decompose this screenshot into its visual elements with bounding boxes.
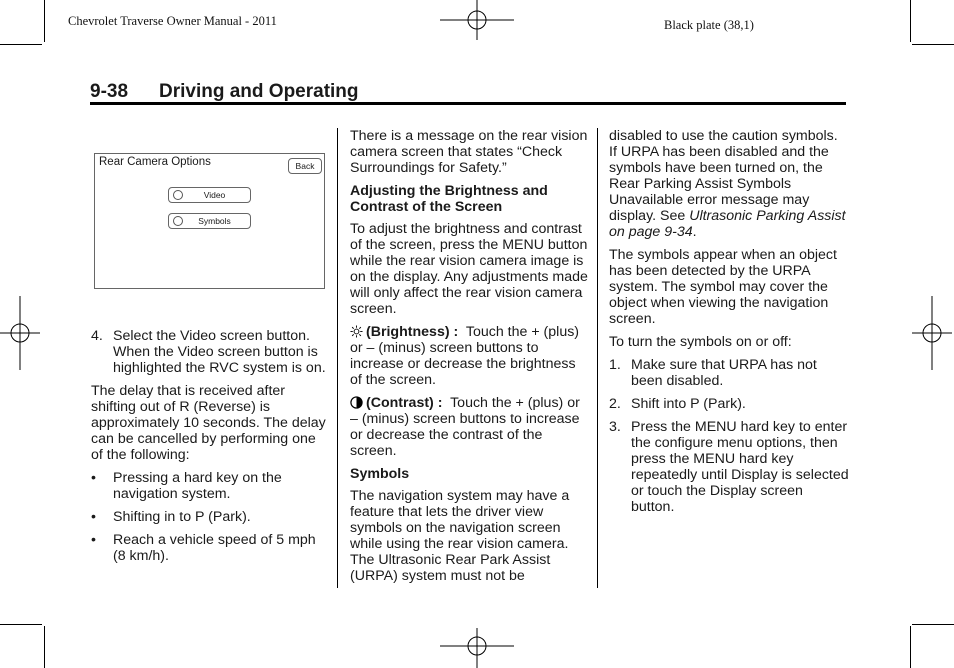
brightness-paragraph [350,324,590,388]
paragraph-text: disabled to use the caution symbols. If URPA has been disabled and the symbols have been turned on, the Rear Parking Assist Symbols Unavailable error message may display. See [609,128,838,224]
page-number: 9-38 [90,81,129,102]
column-1 [91,328,331,571]
paragraph [609,128,849,240]
brightness-text: Touch the + (plus) or – (minus) screen buttons to increase or decrease the brightness of the screen. [350,324,580,388]
figure-title: Rear Camera Options [99,156,211,168]
list-item [609,396,849,412]
video-option-label: Video [203,190,226,200]
brightness-label: (Brightness) : [366,324,459,340]
subheading: Adjusting the Brightness and Contrast of the Screen [350,183,548,215]
heading-rule [90,102,846,105]
crop-mark [912,44,954,45]
contrast-icon [350,396,363,409]
paragraph: To turn the symbols on or off: [609,334,792,350]
radio-icon [173,190,183,200]
step-text: Shift into P (Park). [631,396,746,412]
crop-mark [910,626,911,668]
step-text: Select the Video screen button. When the Video screen button is highlighted the RVC system is on. [113,328,326,376]
section-title: Driving and Operating [159,81,359,102]
column-2 [350,128,590,591]
contrast-text: Touch the + (plus) or – (minus) screen buttons to increase or decrease the contrast of the screen. [350,395,580,459]
list-item [609,419,849,515]
plate-label: Black plate (38,1) [664,18,754,32]
step-text: Press the MENU hard key to enter the configure menu options, then press the MENU hard key repeatedly until Display is selected or touch the Display screen button. [631,419,849,515]
paragraph: The navigation system may have a feature that lets the driver view symbols on the navigation screen while using the rear vision camera. The Ultrasonic Rear Park Assist (URPA) system must not be [350,488,570,584]
bullet-list [91,470,331,564]
list-item [91,328,331,376]
paragraph: The delay that is received after shifting out of R (Reverse) is approximately 10 seconds. The delay can be cancelled by performing one of the following: [91,383,326,463]
registration-mark-bottom [440,628,514,668]
column-divider [337,128,338,588]
crop-mark [44,0,45,42]
bullet: • [91,470,96,486]
rear-camera-options-figure [94,153,325,289]
step-list [609,357,849,515]
cross-reference-link[interactable]: Ultrasonic Parking Assist on page 9-34 [609,208,846,240]
bullet: • [91,509,96,525]
back-button: Back [288,158,322,174]
list-item [91,532,331,564]
symbols-option [168,213,251,229]
list-item [91,470,331,502]
paragraph: To adjust the brightness and contrast of the screen, press the MENU button while the rear vision camera image is on the display. Any adjustments made will only affect the rear vision camera screen. [350,221,588,317]
manual-title: Chevrolet Traverse Owner Manual - 2011 [68,14,277,28]
step-number: 3. [609,419,621,435]
crop-mark [912,624,954,625]
list-item [609,357,849,389]
contrast-paragraph [350,395,590,459]
contrast-label: (Contrast) : [366,395,443,411]
bullet-text: Shifting in to P (Park). [113,509,251,525]
step-number: 2. [609,396,621,412]
bullet-text: Reach a vehicle speed of 5 mph (8 km/h). [113,532,316,564]
list-item [91,509,331,525]
registration-mark-top [440,0,514,40]
brightness-icon [350,325,363,338]
paragraph: There is a message on the rear vision camera screen that states “Check Surroundings for Safety.” [350,128,588,176]
registration-mark-left [0,296,40,370]
step-number: 4. [91,328,103,344]
crop-mark [0,624,42,625]
crop-mark [44,626,45,668]
sentence-end: . [692,224,697,240]
registration-mark-right [912,296,952,370]
crop-mark [910,0,911,42]
step-list [91,328,331,376]
step-number: 1. [609,357,621,373]
radio-icon [173,216,183,226]
column-divider [597,128,598,588]
symbols-option-label: Symbols [198,216,231,226]
crop-mark [0,44,42,45]
subheading: Symbols [350,466,410,482]
bullet: • [91,532,96,548]
bullet-text: Pressing a hard key on the navigation system. [113,470,282,502]
column-3 [609,128,849,522]
step-text: Make sure that URPA has not been disabled. [631,357,817,389]
video-option [168,187,251,203]
paragraph: The symbols appear when an object has been detected by the URPA system. The symbol may cover the object when viewing the navigation screen. [609,247,837,327]
